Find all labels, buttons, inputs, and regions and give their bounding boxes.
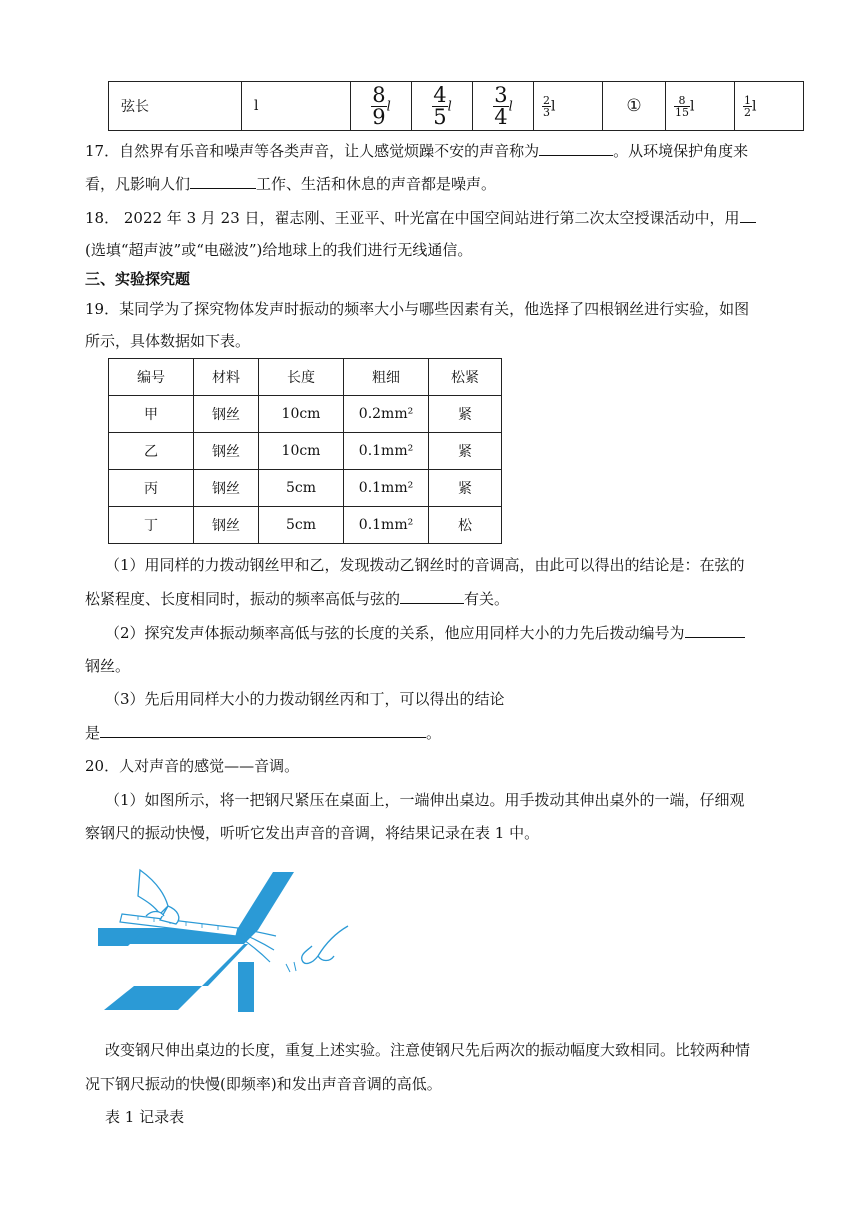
table-row xyxy=(109,470,502,507)
steel-wire-table xyxy=(108,358,502,544)
string-length-table xyxy=(108,81,804,131)
fraction: $\frac{2}{3}$ xyxy=(543,93,550,119)
table-cell: 0.2mm² xyxy=(344,396,429,433)
table-cell: 0.1mm² xyxy=(344,470,429,507)
q19-part3-line-2: 是 。 xyxy=(85,721,441,744)
q19-part3-line-1: （3）先后用同样大小的力拨动钢丝丙和丁，可以得出的结论 xyxy=(105,690,505,708)
q20-part1-line-2: 察钢尺的振动快慢，听听它发出声音的音调，将结果记录在表 1 中。 xyxy=(85,824,540,842)
table-cell: $\frac{3}{4}$ l xyxy=(473,82,534,131)
q18-line-2: (选填“超声波”或“电磁波”)给地球上的我们进行无线通信。 xyxy=(85,241,473,259)
table-cell: $\frac{8}{9}$ l xyxy=(351,82,412,131)
answer-blank[interactable] xyxy=(100,721,426,738)
table-cell: 5cm xyxy=(259,470,344,507)
q20-part1-line-1: （1）如图所示，将一把钢尺紧压在桌面上，一端伸出桌边。用手拨动其伸出桌外的一端，仔细观 xyxy=(105,791,745,809)
answer-blank[interactable] xyxy=(740,206,756,223)
column-header: 材料 xyxy=(194,359,259,396)
fraction: $\frac{3}{4}$ xyxy=(494,82,508,129)
table-cell: 钢丝 xyxy=(194,433,259,470)
table-cell: 丙 xyxy=(109,470,194,507)
table-cell: 钢丝 xyxy=(194,470,259,507)
plucking-finger-icon xyxy=(302,926,348,963)
table-cell: 紧 xyxy=(429,470,502,507)
column-header: 长度 xyxy=(259,359,344,396)
table-cell: 0.1mm² xyxy=(344,507,429,544)
column-header: 松紧 xyxy=(429,359,502,396)
table-cell: 10cm xyxy=(259,433,344,470)
table-cell: 紧 xyxy=(429,433,502,470)
answer-blank[interactable] xyxy=(539,139,613,156)
table-cell: 丁 xyxy=(109,507,194,544)
answer-blank[interactable] xyxy=(685,621,745,638)
table-cell: 10cm xyxy=(259,396,344,433)
pressing-hand-icon xyxy=(138,870,179,924)
ruler-vibration-figure xyxy=(98,866,350,1012)
table-cell: 松 xyxy=(429,507,502,544)
fraction: $\frac{1}{2}$ xyxy=(744,93,751,119)
answer-blank[interactable] xyxy=(400,587,464,604)
table-row xyxy=(109,507,502,544)
table-row xyxy=(109,82,804,131)
q19-line-1: 19．某同学为了探究物体发声时振动的频率大小与哪些因素有关，他选择了四根钢丝进行实验，如图 xyxy=(85,300,750,318)
section-title: 三、实验探究题 xyxy=(85,270,191,288)
fraction: $\frac{8}{9}$ xyxy=(372,82,386,129)
q19-part1-line-1: （1）用同样的力拨动钢丝甲和乙，发现拨动乙钢丝时的音调高，由此可以得出的结论是：在弦的 xyxy=(105,556,745,574)
table-cell: l xyxy=(242,82,351,131)
table-cell: 紧 xyxy=(429,396,502,433)
column-header: 粗细 xyxy=(344,359,429,396)
table-cell-placeholder: ① xyxy=(603,82,666,131)
row-label: 弦长 xyxy=(109,82,242,131)
q19-part2-line-2: 钢丝。 xyxy=(85,657,131,675)
table-cell: $\frac{4}{5}$ l xyxy=(412,82,473,131)
table-cell: 0.1mm² xyxy=(344,433,429,470)
table-cell: 乙 xyxy=(109,433,194,470)
table-caption: 表 1 记录表 xyxy=(105,1108,185,1126)
q17-line-2: 看，凡影响人们 工作、生活和休息的声音都是噪声。 xyxy=(85,172,496,195)
fraction: $\frac{4}{5}$ xyxy=(433,82,447,129)
q18-line-1: 18． 2022 年 3 月 23 日，翟志刚、王亚平、叶光富在中国空间站进行第二次太空授课活动中，用 xyxy=(85,206,756,229)
q20-title: 20．人对声音的感觉——音调。 xyxy=(85,757,300,775)
q17-line-1: 17．自然界有乐音和噪声等各类声音，让人感觉烦躁不安的声音称为 。从环境保护角度来 xyxy=(85,139,748,162)
table-cell: 钢丝 xyxy=(194,396,259,433)
q19-part2-line-1: （2）探究发声体振动频率高低与弦的长度的关系，他应用同样大小的力先后拨动编号为 xyxy=(105,621,745,644)
answer-blank[interactable] xyxy=(190,172,256,189)
q20-after-line-1: 改变钢尺伸出桌边的长度，重复上述实验。注意使钢尺先后两次的振动幅度大致相同。比较两种情 xyxy=(105,1041,751,1059)
table-cell: 钢丝 xyxy=(194,507,259,544)
fraction: $\frac{8}{15}$ xyxy=(675,93,689,119)
table-cell: 甲 xyxy=(109,396,194,433)
q19-part1-line-2: 松紧程度、长度相同时，振动的频率高低与弦的 有关。 xyxy=(85,587,509,610)
table-row xyxy=(109,396,502,433)
motion-marks xyxy=(286,962,296,972)
table-row xyxy=(109,433,502,470)
table-cell: $\frac{8}{15}$ l xyxy=(666,82,735,131)
q19-line-2: 所示，具体数据如下表。 xyxy=(85,332,251,350)
desk-leg xyxy=(238,962,254,1012)
table-cell: $\frac{2}{3}$ l xyxy=(534,82,603,131)
q20-after-line-2: 况下钢尺振动的快慢(即频率)和发出声音音调的高低。 xyxy=(85,1075,442,1093)
column-header: 编号 xyxy=(109,359,194,396)
table-cell: $\frac{1}{2}$ l xyxy=(735,82,804,131)
table-cell: 5cm xyxy=(259,507,344,544)
table-header-row xyxy=(109,359,502,396)
